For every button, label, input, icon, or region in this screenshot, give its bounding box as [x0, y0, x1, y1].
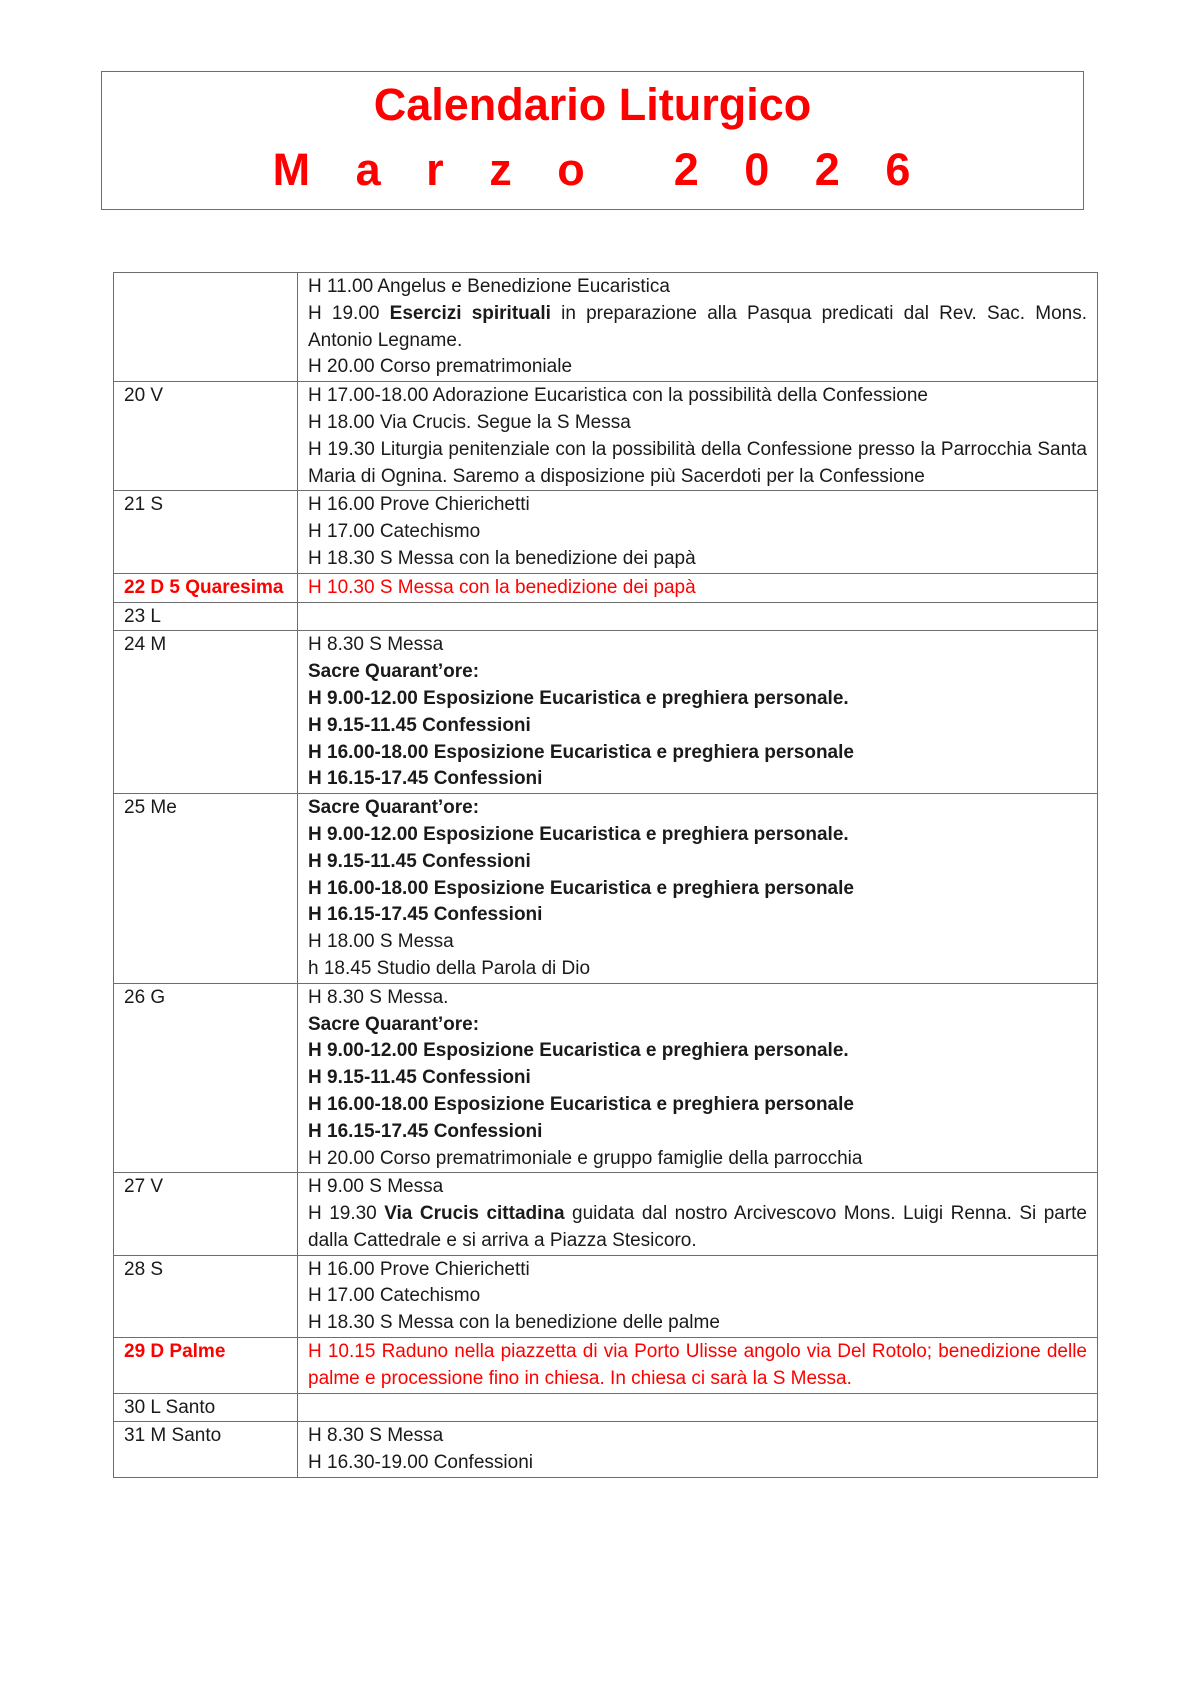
event-text-bold: H 16.15-17.45 Confessioni: [308, 904, 543, 926]
event-line: [308, 1038, 1087, 1065]
event-line: [308, 1012, 1087, 1039]
event-line: [308, 822, 1087, 849]
event-line: [308, 274, 1087, 301]
event-text: H 18.30 S Messa con la benedizione delle palme: [308, 1312, 720, 1334]
day-cell: 29 D Palme: [114, 1338, 298, 1394]
event-line: [308, 1423, 1087, 1450]
event-text: H 16.30-19.00 Confessioni: [308, 1452, 533, 1474]
day-cell: 27 V: [114, 1173, 298, 1255]
events-cell: [298, 491, 1098, 573]
event-text: H 17.00-18.00 Adorazione Eucaristica con la possibilità della Confessione: [308, 385, 928, 407]
event-line: [308, 985, 1087, 1012]
event-text-bold: H 16.15-17.45 Confessioni: [308, 1120, 543, 1142]
event-line: [308, 354, 1087, 381]
table-row: [114, 794, 1098, 984]
events-cell: [298, 794, 1098, 984]
event-text-bold: Via Crucis cittadina: [384, 1203, 565, 1225]
day-cell: 31 M Santo: [114, 1422, 298, 1478]
event-line: [308, 1146, 1087, 1173]
event-text-bold: H 16.15-17.45 Confessioni: [308, 768, 543, 790]
event-line: [308, 902, 1087, 929]
event-line: [308, 1065, 1087, 1092]
event-line: [308, 713, 1087, 740]
event-line: [308, 1257, 1087, 1284]
day-cell: 26 G: [114, 983, 298, 1173]
event-text: H 18.30 S Messa con la benedizione dei papà: [308, 547, 696, 569]
page-title: Calendario Liturgico: [373, 79, 812, 130]
event-text-bold: H 16.00-18.00 Esposizione Eucaristica e preghiera personale: [308, 877, 854, 899]
event-line: [308, 1450, 1087, 1477]
day-cell: 28 S: [114, 1255, 298, 1337]
day-cell: 22 D 5 Quaresima: [114, 573, 298, 602]
event-line: [308, 1174, 1087, 1201]
month-year-title: M a r z o 2 0 2 6: [272, 144, 913, 195]
event-line: [308, 575, 1087, 602]
day-cell: 21 S: [114, 491, 298, 573]
event-text-bold: H 9.00-12.00 Esposizione Eucaristica e preghiera personale.: [308, 823, 849, 845]
table-row: [114, 491, 1098, 573]
event-text-bold: H 9.15-11.45 Confessioni: [308, 714, 531, 736]
day-cell: 24 M: [114, 631, 298, 794]
event-line: [308, 659, 1087, 686]
event-text-bold: Sacre Quarant’ore:: [308, 661, 480, 683]
table-row: [114, 1173, 1098, 1255]
events-cell: [298, 1422, 1098, 1478]
event-line: [308, 876, 1087, 903]
table-row: [114, 631, 1098, 794]
event-line: [308, 301, 1087, 355]
event-text: H 10.15 Raduno nella piazzetta di via Porto Ulisse angolo via Del Rotolo; benedizione delle palme e processione fino in chiesa. In chiesa ci sarà la S Messa.: [308, 1341, 1087, 1389]
table-row: [114, 1255, 1098, 1337]
event-text-bold: Sacre Quarant’ore:: [308, 1013, 480, 1035]
event-text: H 8.30 S Messa.: [308, 986, 449, 1008]
event-text: H 17.00 Catechismo: [308, 521, 481, 543]
event-text-bold: H 9.00-12.00 Esposizione Eucaristica e preghiera personale.: [308, 687, 849, 709]
events-cell: [298, 573, 1098, 602]
event-text: H 18.00 S Messa: [308, 931, 454, 953]
event-line: [308, 546, 1087, 573]
event-line: [308, 492, 1087, 519]
day-cell: 30 L Santo: [114, 1393, 298, 1422]
event-text: h 18.45 Studio della Parola di Dio: [308, 957, 591, 979]
event-line: [308, 686, 1087, 713]
event-text: H 8.30 S Messa: [308, 634, 444, 656]
event-line: [308, 1339, 1087, 1393]
table-row: [114, 602, 1098, 631]
events-cell: [298, 1338, 1098, 1394]
calendar-table: [113, 272, 1098, 1478]
event-line: [308, 1310, 1087, 1337]
event-text-bold: H 9.15-11.45 Confessioni: [308, 850, 531, 872]
event-text: H 16.00 Prove Chierichetti: [308, 494, 530, 516]
event-line: [308, 740, 1087, 767]
table-row: [114, 1422, 1098, 1478]
table-row: [114, 573, 1098, 602]
event-line: [308, 929, 1087, 956]
event-text-bold: H 16.00-18.00 Esposizione Eucaristica e preghiera personale: [308, 741, 854, 763]
day-cell: [114, 273, 298, 382]
event-text: H 8.30 S Messa: [308, 1425, 444, 1447]
event-line: [308, 1092, 1087, 1119]
event-text: in preparazione alla Pasqua predicati dal Rev. Sac. Mons. Antonio Legname.: [308, 302, 1087, 351]
event-line: [308, 956, 1087, 983]
events-cell: [298, 602, 1098, 631]
title-box: [101, 71, 1084, 210]
event-text: H 9.00 S Messa: [308, 1176, 444, 1198]
event-text: H 19.00: [308, 302, 390, 324]
event-text: guidata dal nostro Arcivescovo Mons. Luigi Renna. Si parte dalla Cattedrale e si arriva a Piazza Stesicoro.: [308, 1203, 1087, 1251]
event-text: H 16.00 Prove Chierichetti: [308, 1258, 530, 1280]
event-line: [308, 383, 1087, 410]
event-line: [308, 1283, 1087, 1310]
event-line: [308, 437, 1087, 491]
events-cell: [298, 273, 1098, 382]
event-text: H 19.30: [308, 1203, 385, 1225]
events-cell: [298, 1393, 1098, 1422]
event-line: [308, 1201, 1087, 1255]
event-line: [308, 632, 1087, 659]
event-line: [308, 519, 1087, 546]
table-row: [114, 1338, 1098, 1394]
day-cell: 20 V: [114, 382, 298, 491]
event-line: [308, 1119, 1087, 1146]
event-text: H 20.00 Corso prematrimoniale: [308, 356, 573, 378]
event-text: H 19.30 Liturgia penitenziale con la possibilità della Confessione presso la Parrocchia Santa Maria di Ognina. Saremo a disposizione più Sacerdoti per la Confessione: [308, 438, 1087, 487]
event-text-bold: H 9.00-12.00 Esposizione Eucaristica e preghiera personale.: [308, 1040, 849, 1062]
events-cell: [298, 1173, 1098, 1255]
event-text: H 11.00 Angelus e Benedizione Eucaristica: [308, 276, 670, 297]
table-row: [114, 273, 1098, 382]
events-cell: [298, 983, 1098, 1173]
event-line: [308, 766, 1087, 793]
event-text: H 20.00 Corso prematrimoniale e gruppo famiglie della parrocchia: [308, 1147, 863, 1169]
event-text: H 10.30 S Messa con la benedizione dei papà: [308, 576, 696, 598]
event-text-bold: H 9.15-11.45 Confessioni: [308, 1067, 531, 1089]
table-row: [114, 983, 1098, 1173]
event-line: [308, 410, 1087, 437]
calendar-body: [114, 273, 1098, 1478]
events-cell: [298, 382, 1098, 491]
event-text: H 18.00 Via Crucis. Segue la S Messa: [308, 411, 631, 433]
table-row: [114, 1393, 1098, 1422]
event-line: [308, 849, 1087, 876]
event-text-bold: H 16.00-18.00 Esposizione Eucaristica e preghiera personale: [308, 1093, 854, 1115]
event-text: H 17.00 Catechismo: [308, 1285, 481, 1307]
day-cell: 25 Me: [114, 794, 298, 984]
event-line: [308, 795, 1087, 822]
events-cell: [298, 631, 1098, 794]
table-row: [114, 382, 1098, 491]
event-text-bold: Sacre Quarant’ore:: [308, 797, 480, 819]
events-cell: [298, 1255, 1098, 1337]
event-text-bold: Esercizi spirituali: [389, 302, 551, 324]
day-cell: 23 L: [114, 602, 298, 631]
